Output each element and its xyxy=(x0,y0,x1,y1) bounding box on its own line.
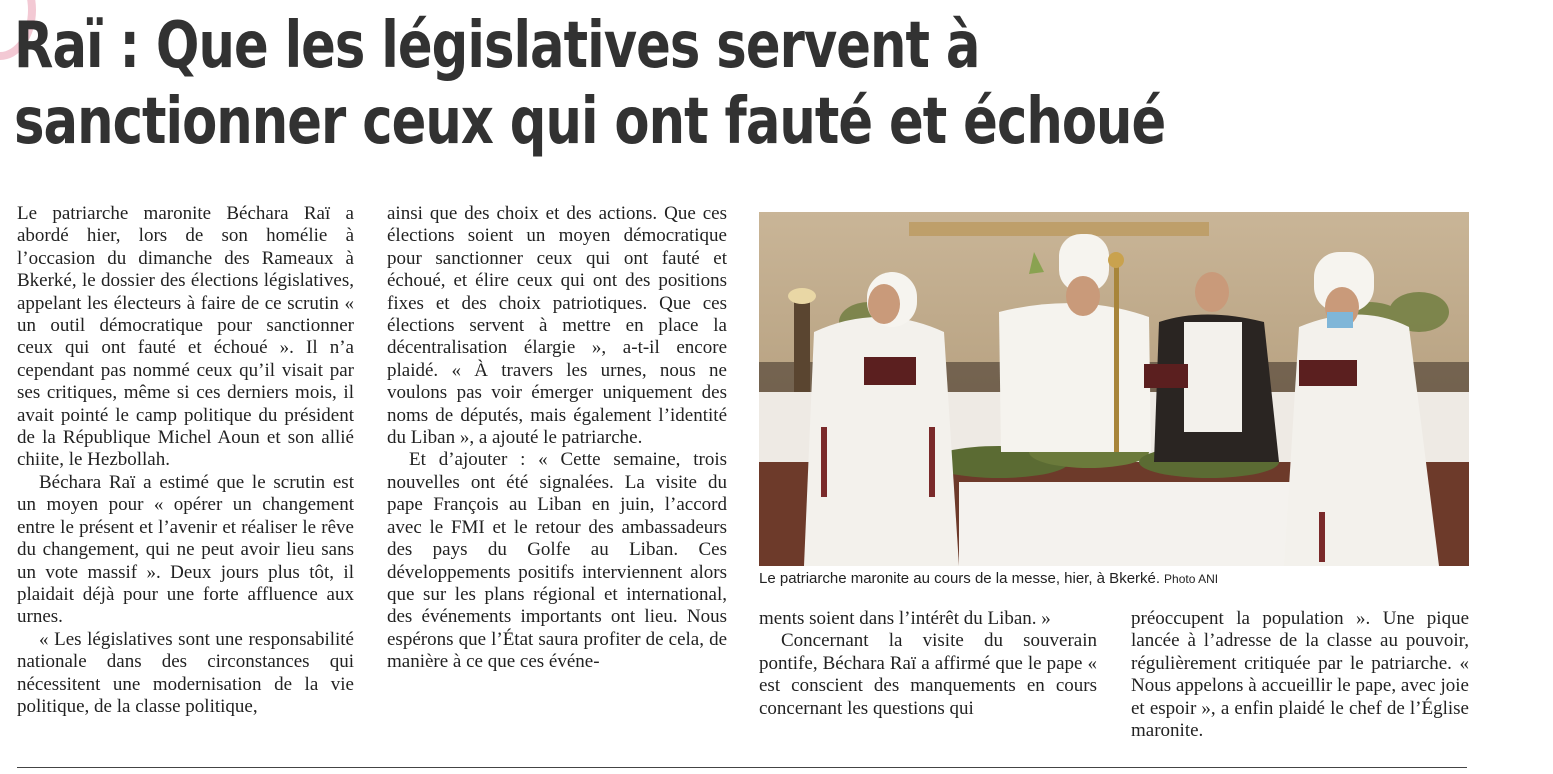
headline-line-2: sanctionner ceux qui ont fauté et échoué xyxy=(14,85,1166,159)
paragraph: ainsi que des choix et des actions. Que ces élections soient un moyen démocratique pour sanctionner ceux qui ont fauté et échoué, et élire ceux qui ont des positions fixes et des choix patriotiques. Que ces élections servent à mettre en place la décentralisation élargie », a-t-il encore plaidé. « À travers les urnes, nous ne voulons pas voir émerger uniquement des noms de députés, mais également l’identité du Liban », a ajouté le patriarche. xyxy=(387,203,727,449)
headline xyxy=(14,8,1230,160)
article-column-4 xyxy=(1131,608,1469,742)
paragraph: ments soient dans l’intérêt du Liban. » xyxy=(759,608,1051,629)
paragraph: « Les législatives sont une responsabilité nationale dans des circonstances qui nécessitent une modernisation de la vie politique, de la classe politique, xyxy=(17,628,354,717)
article-column-1 xyxy=(17,203,354,718)
photo-illustration xyxy=(759,212,1469,566)
paragraph: Concernant la visite du souverain pontife, Béchara Raï a affirmé que le pape « est conscient des manquements en cours concernant les questions qui xyxy=(759,630,1097,719)
paragraph: Et d’ajouter : « Cette semaine, trois nouvelles ont été signalées. La visite du pape François au Liban en juin, l’accord avec le FMI et le retour des ambassadeurs des pays du Golfe au Liban. Ces développements positifs interviennent alors que sur les plans régional et international, des événements importants ont lieu. Nous espérons que l’État saura profiter de cela, de manière à ce que ces événe- xyxy=(387,449,727,673)
paragraph: Béchara Raï a estimé que le scrutin est un moyen pour « opérer un changement entre le présent et l’avenir et réaliser le rêve du changement, qui ne peut avoir lieu sans un vote massif ». Deux jours plus tôt, il plaidait déjà pour une forte affluence aux urnes. xyxy=(17,471,354,628)
bottom-divider xyxy=(17,767,1467,768)
news-photo xyxy=(759,212,1469,566)
headline-line-1: Raï : Que les législatives servent à xyxy=(14,9,980,83)
photo-credit: Photo ANI xyxy=(1164,572,1219,586)
article-column-3 xyxy=(759,608,1097,720)
article-column-2 xyxy=(387,203,727,674)
paragraph: Le patriarche maronite Béchara Raï a abordé hier, lors de son homélie à l’occasion du dimanche des Rameaux à Bkerké, le dossier des élections législatives, appelant les électeurs à faire de ce scrutin « un outil démocratique pour sanctionner ceux qui ont fauté et échoué ». Il n’a cependant pas nommé ceux qu’il visait par ses critiques, même si ces derniers mois, il avait pointé le camp politique du président de la République Michel Aoun et son allié chiite, le Hezbollah. xyxy=(17,203,354,471)
caption-text: Le patriarche maronite au cours de la messe, hier, à Bkerké. xyxy=(759,570,1161,587)
paragraph: préoccupent la population ». Une pique lancée à l’adresse de la classe au pouvoir, régulièrement critiquée par le patriarche. « Nous appelons à accueillir le pape, avec joie et espoir », a enfin plaidé le chef de l’Église maronite. xyxy=(1131,608,1469,742)
photo-caption xyxy=(759,570,1469,587)
